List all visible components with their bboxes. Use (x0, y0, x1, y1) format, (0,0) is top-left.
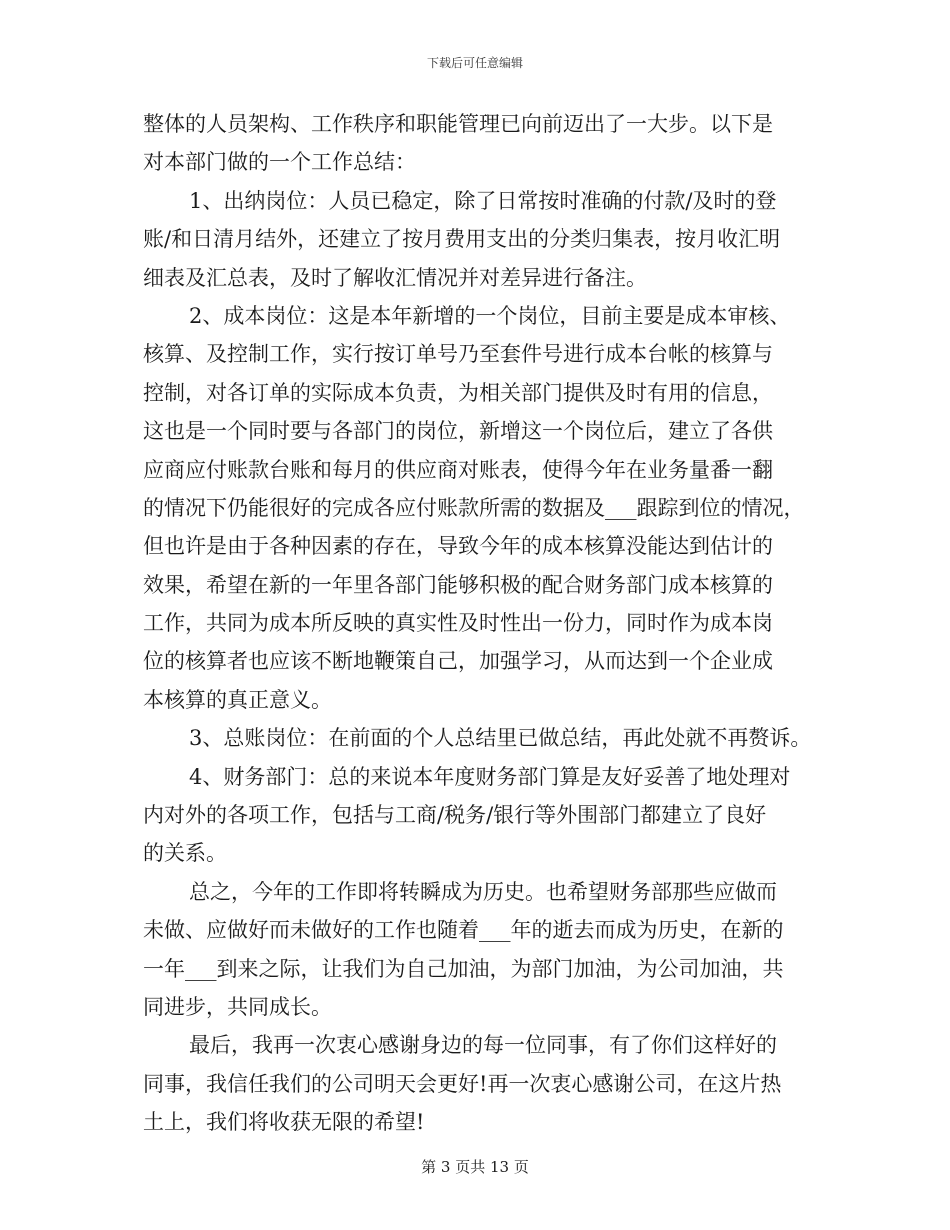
text-line: 但也许是由于各种因素的存在，导致今年的成本核算没能达到估计的 (143, 534, 773, 559)
text-line: 未做、应做好而未做好的工作也随着___年的逝去而成为历史，在新的 (143, 918, 784, 943)
text-line: 效果，希望在新的一年里各部门能够积极的配合财务部门成本核算的 (143, 572, 773, 597)
text-line: 账/和日清月结外，还建立了按月费用支出的分类归集表，按月收汇明 (143, 227, 781, 252)
text-line: 同进步，共同成长。 (143, 994, 332, 1019)
page-footer: 第 3 页共 13 页 (421, 1158, 529, 1176)
text-line: 1、出纳岗位：人员已稳定，除了日常按时准确的付款/及时的登 (189, 188, 777, 213)
text-line: 工作，共同为成本所反映的真实性及时性出一份力，同时作为成本岗 (143, 611, 773, 636)
text-line: 位的核算者也应该不断地鞭策自己，加强学习，从而达到一个企业成 (143, 649, 773, 674)
text-line: 控制，对各订单的实际成本负责，为相关部门提供及时有用的信息， (143, 380, 773, 405)
text-line: 内对外的各项工作，包括与工商/税务/银行等外围部门都建立了良好 (143, 803, 767, 828)
text-line: 最后，我再一次衷心感谢身边的每一位同事，有了你们这样好的 (189, 1033, 777, 1058)
text-line: 应商应付账款台账和每月的供应商对账表，使得今年在业务量番一翻 (143, 457, 773, 482)
text-line: 本核算的真正意义。 (143, 687, 332, 712)
text-line: 2、成本岗位：这是本年新增的一个岗位，目前主要是成本审核、 (189, 303, 791, 328)
text-line: 一年___到来之际，让我们为自己加油，为部门加油，为公司加油，共 (143, 956, 784, 981)
text-line: 的关系。 (143, 841, 227, 866)
text-line: 细表及汇总表，及时了解收汇情况并对差异进行备注。 (143, 265, 647, 290)
text-line: 土上，我们将收获无限的希望! (143, 1110, 425, 1135)
page-header: 下载后可任意编辑 (426, 56, 523, 70)
text-line: 总之，今年的工作即将转瞬成为历史。也希望财务部那些应做而 (189, 879, 777, 904)
text-line: 整体的人员架构、工作秩序和职能管理已向前迈出了一大步。以下是 (143, 112, 773, 136)
text-line: 对本部门做的一个工作总结： (143, 150, 416, 175)
text-line: 同事，我信任我们的公司明天会更好!再一次衷心感谢公司，在这片热 (143, 1071, 782, 1096)
text-line: 这也是一个同时要与各部门的岗位，新增这一个岗位后，建立了各供 (143, 419, 773, 444)
text-line: 3、总账岗位：在前面的个人总结里已做总结，再此处就不再赘诉。 (189, 726, 812, 751)
text-line: 的情况下仍能很好的完成各应付账款所需的数据及___跟踪到位的情况， (143, 495, 805, 520)
document-body (143, 105, 823, 1142)
text-line: 核算、及控制工作，实行按订单号乃至套件号进行成本台帐的核算与 (143, 342, 773, 367)
text-line: 4、财务部门：总的来说本年度财务部门算是友好妥善了地处理对 (189, 764, 791, 789)
